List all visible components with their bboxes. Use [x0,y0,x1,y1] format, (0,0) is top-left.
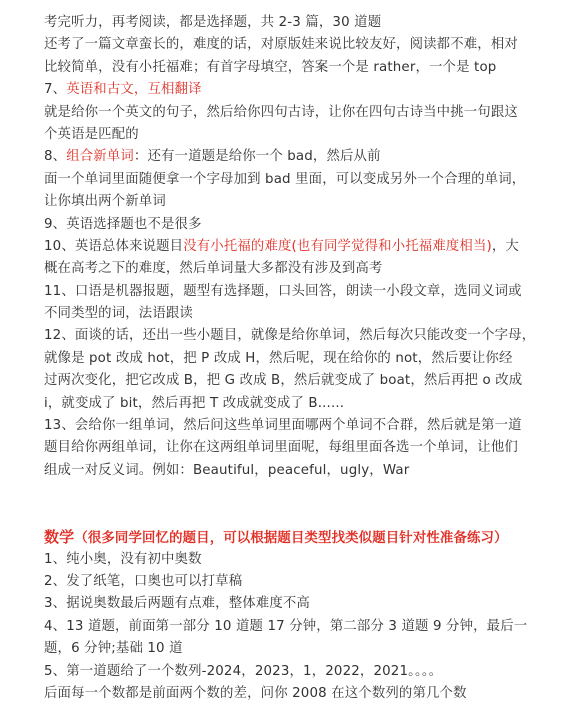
text-segment: 12、面谈的话，还出一些小题目，就像是给你单词，然后每次只能改变一个字母， [44,328,536,344]
text-segment: 就像是 pot 改成 hot，把 P 改成 H，然后呢，现在给你的 not，然后要让你经 [44,350,513,366]
text-line [44,12,549,34]
text-segment: 还考了一篇文章蛮长的，难度的话，对原版娃来说比较友好，阅读都不难，相对 [44,37,518,53]
text-segment: 组成一对反义词。例如：Beautiful，peaceful，ugly，War [44,462,410,478]
text-segment: ，大 [491,238,519,254]
math-section [44,549,549,705]
text-segment: 5、第一道题给了一个数列-2024，2023，1，2022，2021。。。。 [44,663,443,679]
text-segment: 11、口语是机器报题，题型有选择题，口头回答，朗读一小段文章，选同义词或 [44,283,522,299]
text-segment: 面一个单词里面随便拿一个字母加到 bad 里面，可以变成另外一个合理的单词， [44,171,526,187]
text-line [44,169,549,191]
text-segment: i，就变成了 bit，然后再把 T 改成就变成了 B...... [44,395,345,411]
text-line [44,303,549,325]
english-section [44,12,549,482]
section-spacer [44,504,549,526]
math-subtitle: （很多同学回忆的题目，可以根据题目类型找类似题目针对性准备练习） [74,531,508,547]
text-line [44,34,549,56]
text-line [44,460,549,482]
text-segment: 比较简单，没有小托福难；有首字母填空，答案一个是 rather，一个是 top [44,59,497,75]
text-line [44,370,549,392]
text-line [44,325,549,347]
text-segment: 不同类型的词，法语跟读 [44,306,193,322]
text-line [44,593,549,615]
text-line [44,437,549,459]
math-heading [44,526,549,548]
text-segment: 9、英语选择题也不是很多 [44,216,202,232]
text-line [44,57,549,79]
text-segment: 7、 [44,82,67,98]
text-line [44,191,549,213]
math-title: 数学 [44,528,75,547]
text-segment: 题目给你两组单词，让你在这两组单词里面呢，每组里面各选一个单词，让他们 [44,440,518,456]
highlight-text: 英语和古文，互相翻译 [66,82,202,98]
text-line [44,348,549,370]
text-segment: 让你填出两个新单词 [44,194,166,210]
text-segment: 个英语是匹配的 [44,126,139,142]
text-segment: 就是给你一个英文的句子，然后给你四句古诗，让你在四句古诗当中挑一句跟这 [44,104,518,120]
text-line [44,124,549,146]
text-segment: 考完听力，再考阅读，都是选择题，共 2-3 篇，30 道题 [44,15,382,30]
text-segment: ：还有一道题是给你一个 bad，然后从前 [133,149,381,165]
text-line [44,661,549,683]
text-line [44,146,549,168]
text-segment: 3、据说奥数最后两题有点难，整体难度不高 [44,596,310,612]
text-line [44,281,549,303]
text-segment: 13、会给你一组单词，然后问这些单词里面哪两个单词不合群，然后就是第一道 [44,418,522,434]
text-segment: 过两次变化，把它改成 B，把 G 改成 B，然后就变成了 boat，然后再把 o 改成 [44,373,523,389]
text-segment: 8、 [44,149,67,165]
text-line [44,415,549,437]
text-line [44,638,549,660]
text-segment: 2、发了纸笔，口奥也可以打草稿 [44,573,243,589]
text-line [44,393,549,415]
highlight-text: 没有小托福的难度(也有同学觉得和小托福难度相当) [183,238,492,254]
section-spacer [44,482,549,504]
text-line [44,214,549,236]
text-segment: 后面每一个数都是前面两个数的差，问你 2008 在这个数列的第几个数 [44,685,467,701]
text-line [44,683,549,705]
text-line [44,549,549,571]
text-line [44,102,549,124]
text-segment: 概在高考之下的难度，然后单词量大多都没有涉及到高考 [44,261,383,277]
text-segment: 10、英语总体来说题目 [44,238,184,254]
text-line [44,79,549,101]
highlight-text: 组合新单词 [66,149,134,165]
text-segment: 题，6 分钟;基础 10 道 [44,641,183,657]
text-line [44,236,549,258]
text-segment: 1、纯小奥，没有初中奥数 [44,551,202,567]
document-page [44,12,549,705]
text-segment: 4、13 道题，前面第一部分 10 道题 17 分钟，第二部分 3 道题 9 分钟，最后一 [44,618,528,634]
text-line [44,258,549,280]
text-line [44,616,549,638]
text-line [44,571,549,593]
